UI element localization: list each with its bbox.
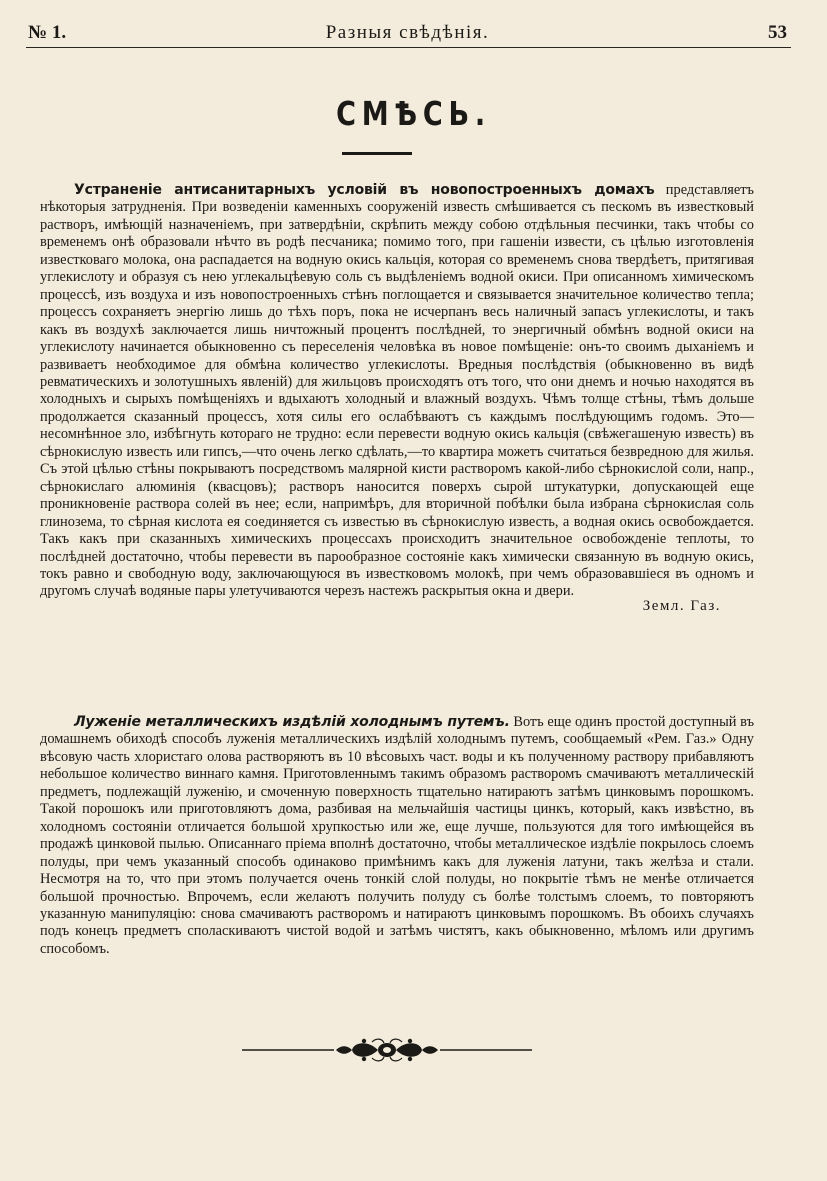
- article-body: представляетъ нѣкоторыя затрудненія. При возведеніи каменныхъ сооруженій известь смѣшивается съ пескомъ въ известковый растворъ, имѣющій назначеніемъ, при затвердѣніи, скрѣпить между собою отдѣльныя песчинки, такъ чтобы со временемъ онѣ образовали нѣчто въ родѣ песчаника; помимо того, при гашеніи извести, съ цѣлью изготовленія известковаго молока, она распадается на водную окись кальція, которая со временемъ снова твердѣетъ, притягивая углекислоту и образуя съ нею углекальцѣевую соль съ выдѣленіемъ водной окиси. При описанномъ химическомъ процессѣ, изъ воздуха и изъ новопостроенныхъ стѣнъ поглощается и связывается значительное количество тепла; процессъ сохраняетъ энергію лишь до тѣхъ поръ, пока не исчерпанъ весь наличный запасъ углекислоты, и такъ какъ въ воздухѣ заключается лишь ничтожный процентъ послѣдней, то энергичный обмѣнъ водной окиси на углекислоту начинается обыкновенно съ переселенія человѣка въ новое помѣщеніе: онъ-то своимъ дыханіемъ и развиваетъ необходимое для обмѣна количество углекислоты. Вредныя послѣдствія (обыкновенно въ видѣ ревматическихъ и золотушныхъ явленій) для жильцовъ происходятъ отъ того, что они днемъ и ночью находятся въ холодныхъ и сырыхъ помѣщеніяхъ и вдыхаютъ холодный и влажный воздухъ. Чѣмъ толще стѣны, тѣмъ дольше продолжается сказанный процессъ, хотя силы его ослабѣваютъ съ каждымъ послѣдующимъ годомъ. Это—несомнѣнное зло, избѣгнуть котораго не трудно: если перевести водную окись кальція (свѣжегашеную известь) въ сѣрнокислую известь или гипсъ,—что очень легко сдѣлать,—то квартира можетъ считаться безвредною для жилья. Съ этой цѣлью стѣны покрываютъ посредствомъ малярной кисти растворомъ какой-либо сѣрнокислой соли, напр., сѣрнокислаго алюминія (квасцовъ); растворъ наносится поверхъ сырой штукатурки, допускающей еще проникновеніе раствора солей въ нее; если, напримѣръ, для вторичной побѣлки была избрана сѣрнокислая соль глинозема, то сѣрная кислота ея соединяется съ известью въ сѣрнокислую известь, а водная окись освобождается. Такъ какъ при сказанныхъ химическихъ процессахъ происходитъ значительное освобожденіе теплоты, то послѣдней достаточно, чтобы перевести въ парообразное состояніе какъ химически связанную въ водную окись, токъ равно и свободную воду, заключающуюся въ известковомъ молокѣ, при чемъ образовавшіеся въ одномъ и другомъ случаѣ водяные пары улетучиваются черезъ настежъ раскрытыя окна и двери.: [40, 182, 754, 600]
- issue-number: № 1.: [28, 22, 67, 43]
- page-number: 53: [768, 22, 787, 43]
- decorative-vignette-icon: [242, 1036, 532, 1064]
- article-heading: Устраненіе антисанитарныхъ условій въ новопостроенныхъ домахъ: [74, 182, 655, 198]
- header-divider: [26, 47, 791, 48]
- page-header: [28, 20, 787, 48]
- article-sanitary-conditions: [40, 182, 754, 601]
- section-title: СМѢСЬ.: [336, 94, 491, 133]
- running-title: Разныя свѣдѣнія.: [325, 22, 490, 43]
- title-underline: [342, 152, 412, 155]
- article-cold-tinning: [40, 714, 754, 958]
- article-body: Вотъ еще одинъ простой доступный въ домашнемъ обиходѣ способъ луженія металлическихъ издѣлій холоднымъ путемъ, сообщаемый «Рем. Газ.» Одну вѣсовую часть хлористаго олова растворяютъ въ 10 вѣсовыхъ част. воды и къ полученному раствору прибавляютъ небольшое количество виннаго камня. Приготовленнымъ такимъ образомъ растворомъ смачиваютъ металлическій предметъ, подлежащій луженію, и смоченную поверхность тщательно натираютъ затѣмъ цинковымъ порошкомъ. Такой порошокъ или приготовляютъ дома, разбивая на мельчайшія частицы цинкъ, который, какъ извѣстно, въ холодномъ состояніи отличается большой хрупкостью или же, еще лучше, пользуются для того имѣющейся въ продажѣ цинковой пылью. Описаннаго пріема вполнѣ достаточно, чтобы металлическое издѣліе покрылось слоемъ полуды, при чемъ указанный способъ одинаково примѣнимъ какъ для луженія латуни, такъ желѣза и стали. Несмотря на то, что при этомъ получается очень тонкій слой полуды, но покрытіе тѣмъ не менѣе отличается большой прочностью. Впрочемъ, если желаютъ получить полуду съ болѣе толстымъ слоемъ, то повторяютъ указанную манипуляцію: снова смачиваютъ растворомъ и натираютъ цинковымъ порошкомъ. Въ обоихъ случаяхъ подъ конецъ предметъ споласкиваютъ чистой водой и затѣмъ чистятъ, какъ обыкновенно, мѣломъ или другимъ способомъ.: [40, 714, 755, 957]
- article-heading: Луженіе металлическихъ издѣлій холоднымъ путемъ.: [74, 714, 510, 730]
- article-source: Земл. Газ.: [642, 598, 721, 614]
